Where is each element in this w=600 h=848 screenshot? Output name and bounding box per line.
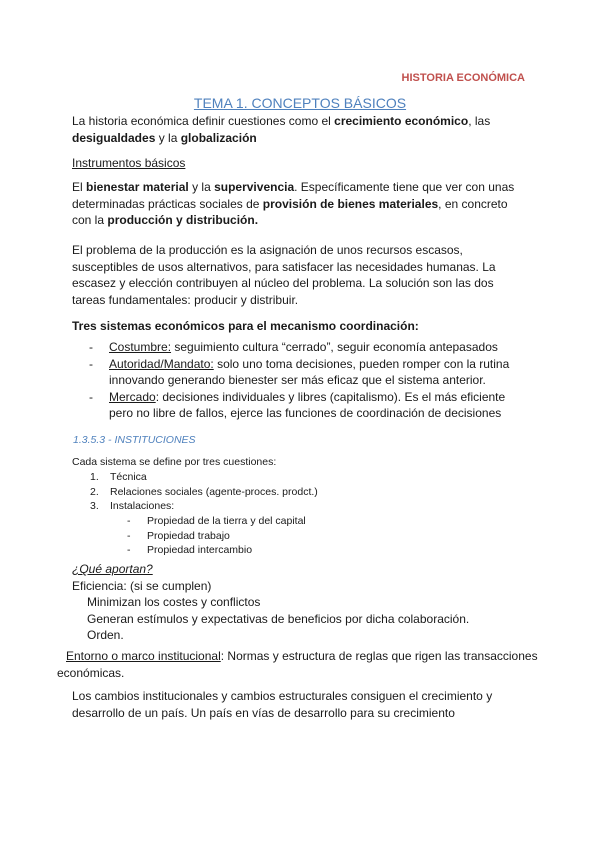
bienestar-bold-2: supervivencia xyxy=(214,180,295,194)
sistema-costumbre-label: Costumbre: xyxy=(109,340,172,354)
list-item xyxy=(90,485,390,500)
list-item-text: Relaciones sociales (agente-proces. prodct.) xyxy=(110,485,318,498)
list-item-content xyxy=(109,389,505,422)
aportan-line: Generan estímulos y expectativas de beneficios por dicha colaboración. xyxy=(87,611,470,626)
page-title: TEMA 1. CONCEPTOS BÁSICOS xyxy=(193,95,407,111)
instalaciones-sublist xyxy=(127,514,427,558)
instituciones-list xyxy=(90,470,390,514)
list-item xyxy=(89,339,529,356)
sistema-autoridad-cont: innovando generando bienester ser más eficaz que el sistema anterior. xyxy=(109,373,486,387)
intro-text-1: La historia económica definir cuestiones como el xyxy=(72,114,335,128)
aportan-line: Orden. xyxy=(87,628,124,642)
document-header-label: HISTORIA ECONÓMICA xyxy=(401,72,525,84)
list-bullet: - xyxy=(89,389,93,404)
bienestar-bold-4: producción y distribución. xyxy=(107,213,259,227)
entorno-text: : Normas y estructura de reglas que rigen las transacciones xyxy=(220,649,538,663)
sistema-mercado-label: Mercado xyxy=(109,389,156,404)
sistema-autoridad-label: Autoridad/Mandato: xyxy=(109,356,214,371)
problema-line-2: susceptibles de usos alternativos, para satisfacer las necesidades humanas. La xyxy=(72,259,496,274)
list-item xyxy=(90,499,390,514)
list-item-content xyxy=(109,356,509,389)
entorno-line-2: económicas. xyxy=(57,665,125,680)
instituciones-intro: Cada sistema se define por tres cuestiones: xyxy=(72,456,277,468)
intro-bold-desigualdades: desigualdades xyxy=(72,130,156,145)
list-bullet: - xyxy=(127,515,131,527)
sistema-autoridad-text: solo uno toma decisiones, pueden romper con la rutina xyxy=(213,356,510,371)
aportan-list xyxy=(87,594,469,644)
list-item-text: Técnica xyxy=(110,471,147,483)
bienestar-text-4: determinadas prácticas sociales de xyxy=(72,196,263,211)
cambios-line-1: Los cambios institucionales y cambios estructurales consiguen el crecimiento y xyxy=(72,689,493,703)
list-item xyxy=(89,389,529,422)
bienestar-text-3: . Específicamente tiene que ver con unas xyxy=(294,180,515,194)
intro-line-1 xyxy=(72,113,490,130)
intro-line-2 xyxy=(72,130,490,147)
list-item xyxy=(89,356,529,389)
sistemas-heading: Tres sistemas económicos para el mecanismo coordinación: xyxy=(72,319,419,333)
intro-text-3: y la xyxy=(155,130,181,145)
list-number: 2. xyxy=(90,485,99,498)
entorno-paragraph xyxy=(57,648,538,681)
aportan-heading: ¿Qué aportan? xyxy=(72,562,153,576)
list-item xyxy=(127,514,427,529)
bienestar-line-1 xyxy=(72,179,514,196)
list-number: 1. xyxy=(90,471,99,483)
list-item xyxy=(127,543,427,558)
intro-paragraph xyxy=(72,113,490,146)
list-bullet: - xyxy=(127,529,131,542)
list-item-text: Instalaciones: xyxy=(110,500,175,512)
sistema-costumbre-text: seguimiento cultura “cerrado”, seguir economía antepasados xyxy=(171,340,498,354)
sistemas-list xyxy=(89,339,529,422)
list-item xyxy=(127,529,427,544)
bienestar-bold-3: provisión de bienes materiales xyxy=(262,196,439,211)
bienestar-text-1: El xyxy=(72,180,87,194)
sistema-mercado-text: : decisiones individuales y libres (capitalismo). Es el más eficiente xyxy=(155,389,506,404)
bienestar-bold-1: bienestar material xyxy=(86,180,189,194)
bienestar-text-5: , en concreto xyxy=(438,196,508,211)
bienestar-line-3 xyxy=(72,212,514,229)
problema-line-1: El problema de la producción es la asignación de unos recursos escasos, xyxy=(72,243,463,257)
list-item xyxy=(90,470,390,485)
problema-paragraph xyxy=(72,242,496,308)
bienestar-text-2: y la xyxy=(188,180,215,194)
sistema-mercado-cont: pero no libre de fallos, ejerce las funciones de coordinación de decisiones xyxy=(109,406,502,420)
list-bullet: - xyxy=(89,356,93,371)
eficiencia-line: Eficiencia: (si se cumplen) xyxy=(72,579,212,593)
bienestar-line-2 xyxy=(72,196,514,213)
list-bullet: - xyxy=(89,340,93,354)
entorno-label: Entorno o marco institucional xyxy=(66,649,221,663)
intro-text-2: , las xyxy=(468,114,491,128)
aportan-line: Minimizan los costes y conflictos xyxy=(87,595,261,609)
cambios-line-2: desarrollo de un país. Un país en vías de desarrollo para su crecimiento xyxy=(72,705,455,720)
intro-bold-crecimiento: crecimiento económico xyxy=(334,114,469,128)
bienestar-text-6: con la xyxy=(72,213,108,227)
bienestar-paragraph xyxy=(72,179,514,229)
instrumentos-heading: Instrumentos básicos xyxy=(72,156,186,170)
list-item-text: Propiedad de la tierra y del capital xyxy=(147,515,306,527)
problema-line-4: tareas fundamentales: producir y distribuir. xyxy=(72,292,299,307)
list-item-content xyxy=(109,339,498,356)
cambios-paragraph xyxy=(72,688,492,721)
list-item-text: Propiedad trabajo xyxy=(147,529,230,542)
entorno-line-1 xyxy=(66,648,538,665)
list-bullet: - xyxy=(127,544,131,556)
intro-bold-globalizacion: globalización xyxy=(180,130,257,145)
problema-line-3: escasez y elección contribuyen al núcleo del problema. La solución son las dos xyxy=(72,276,494,290)
instituciones-heading: 1.3.5.3 - INSTITUCIONES xyxy=(73,434,196,446)
list-item-text: Propiedad intercambio xyxy=(147,544,253,556)
list-number: 3. xyxy=(90,500,99,512)
